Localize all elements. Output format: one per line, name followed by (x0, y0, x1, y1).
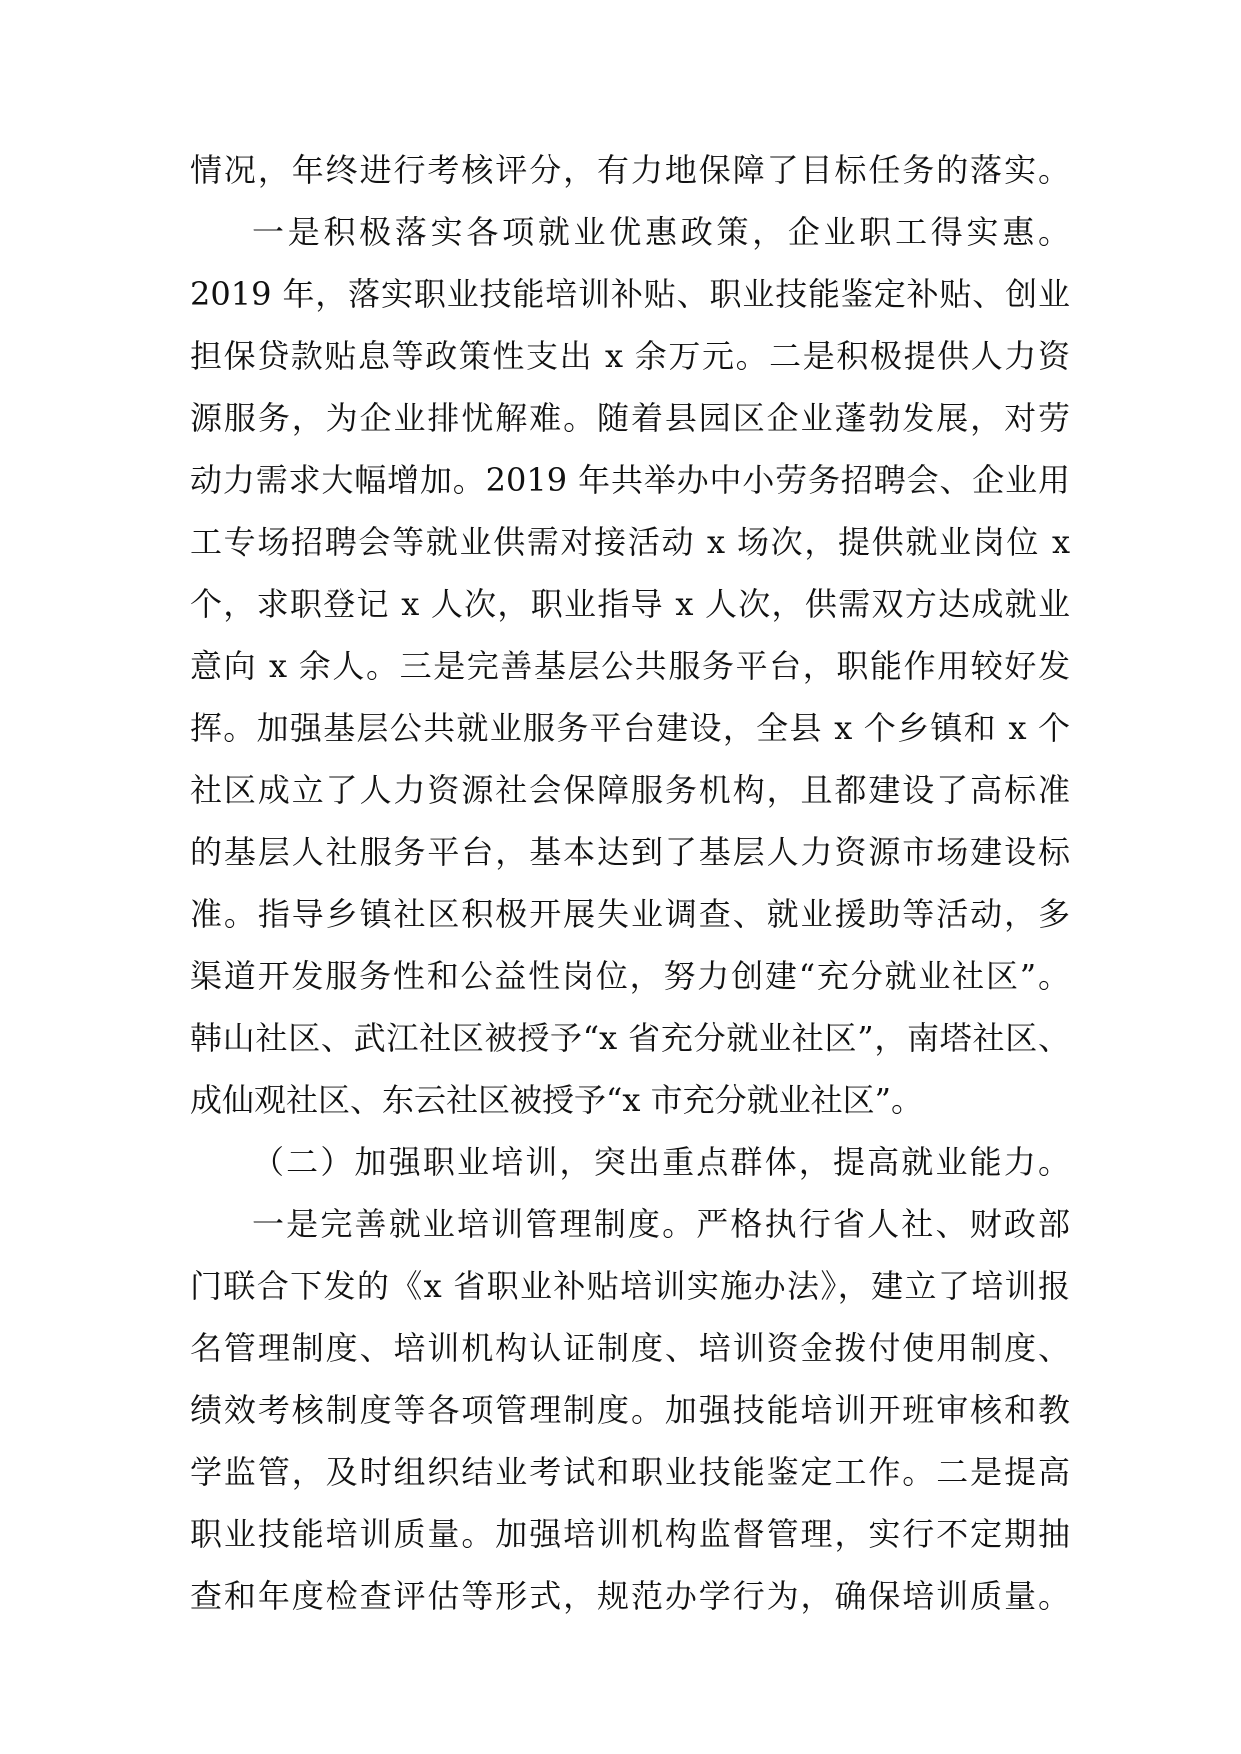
text-line: 学监管，及时组织结业考试和职业技能鉴定工作。二是提高 (190, 1453, 1070, 1491)
text-line: 成仙观社区、东云社区被授予“x 市充分就业社区”。 (190, 1081, 923, 1119)
text-line: 职业技能培训质量。加强培训机构监督管理，实行不定期抽 (190, 1515, 1070, 1553)
text-line: 韩山社区、武江社区被授予“x 省充分就业社区”，南塔社区、 (190, 1019, 1070, 1057)
text-line: 社区成立了人力资源社会保障服务机构，且都建设了高标准 (190, 771, 1070, 809)
text-line: 2019 年，落实职业技能培训补贴、职业技能鉴定补贴、创业 (190, 275, 1070, 313)
section-heading: （二）加强职业培训，突出重点群体，提高就业能力。 (252, 1143, 1070, 1181)
paragraph-first-line: 一是完善就业培训管理制度。严格执行省人社、财政部 (252, 1205, 1070, 1243)
text-line: 源服务，为企业排忧解难。随着县园区企业蓬勃发展，对劳 (190, 399, 1070, 437)
text-line: 门联合下发的《x 省职业补贴培训实施办法》，建立了培训报 (190, 1267, 1070, 1305)
text-line: 绩效考核制度等各项管理制度。加强技能培训开班审核和教 (190, 1391, 1070, 1429)
text-line: 情况，年终进行考核评分，有力地保障了目标任务的落实。 (190, 151, 1070, 189)
text-line: 工专场招聘会等就业供需对接活动 x 场次，提供就业岗位 x (190, 523, 1070, 561)
text-line: 名管理制度、培训机构认证制度、培训资金拨付使用制度、 (190, 1329, 1070, 1367)
text-line: 渠道开发服务性和公益性岗位，努力创建“充分就业社区”。 (190, 957, 1070, 995)
text-line: 意向 x 余人。三是完善基层公共服务平台，职能作用较好发 (190, 647, 1070, 685)
text-line: 挥。加强基层公共就业服务平台建设，全县 x 个乡镇和 x 个 (190, 709, 1070, 747)
text-line: 动力需求大幅增加。2019 年共举办中小劳务招聘会、企业用 (190, 461, 1070, 499)
text-line: 个，求职登记 x 人次，职业指导 x 人次，供需双方达成就业 (190, 585, 1070, 623)
text-line: 担保贷款贴息等政策性支出 x 余万元。二是积极提供人力资 (190, 337, 1070, 375)
text-line: 的基层人社服务平台，基本达到了基层人力资源市场建设标 (190, 833, 1070, 871)
text-line: 准。指导乡镇社区积极开展失业调查、就业援助等活动，多 (190, 895, 1070, 933)
paragraph-first-line: 一是积极落实各项就业优惠政策，企业职工得实惠。 (252, 213, 1070, 251)
text-line: 查和年度检查评估等形式，规范办学行为，确保培训质量。 (190, 1577, 1070, 1615)
